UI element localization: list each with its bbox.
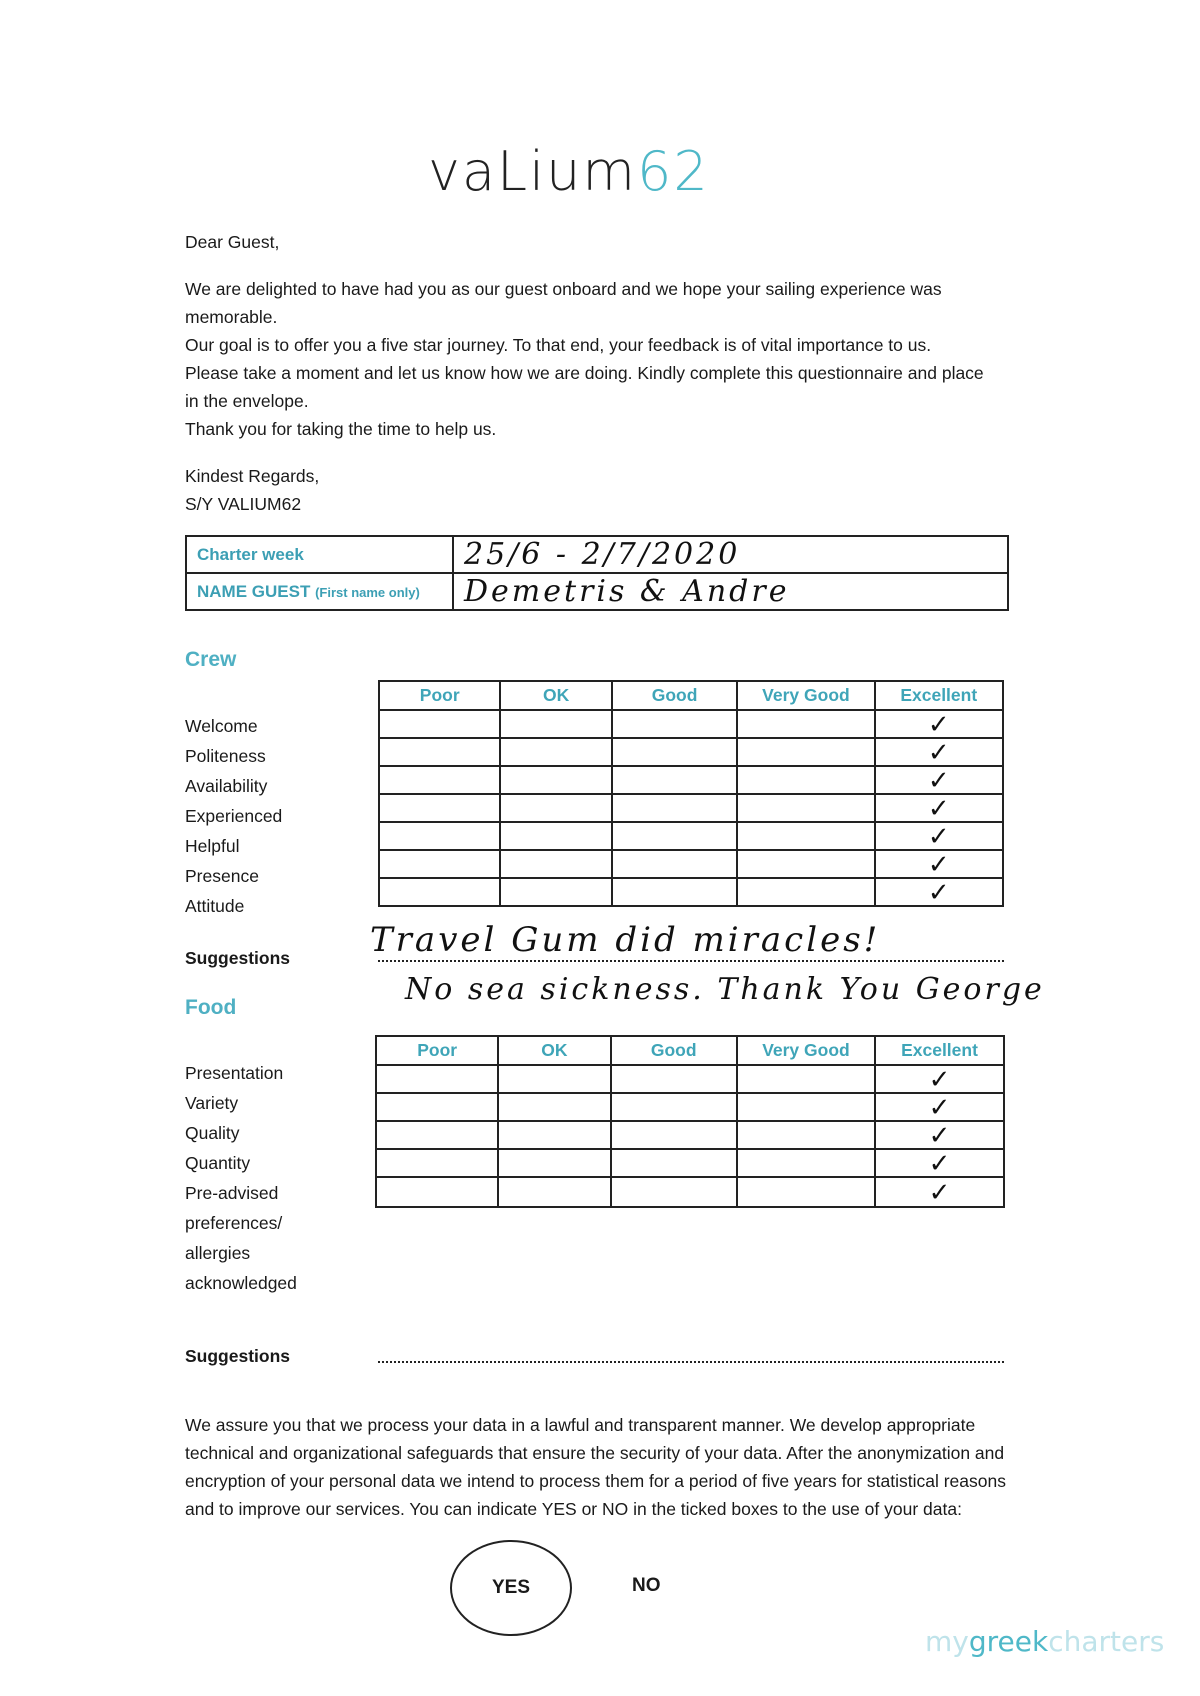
rating-checkbox-very-good[interactable] xyxy=(737,822,874,850)
rating-checkbox-excellent[interactable] xyxy=(875,794,1003,822)
rating-header-ok: OK xyxy=(498,1036,610,1065)
closing: Kindest Regards, xyxy=(185,466,320,486)
rating-checkbox-poor[interactable] xyxy=(379,766,500,794)
checkmark-icon: ✓ xyxy=(927,737,950,767)
rating-row xyxy=(376,1065,1004,1093)
rating-checkbox-very-good[interactable] xyxy=(737,1149,875,1177)
rating-row-label: Attitude xyxy=(185,896,245,916)
intro-letter xyxy=(185,228,985,518)
rating-checkbox-ok[interactable] xyxy=(498,1065,610,1093)
rating-row xyxy=(376,1177,1004,1207)
guest-name-value[interactable]: Demetris & Andre xyxy=(453,573,1008,610)
rating-checkbox-excellent[interactable] xyxy=(875,878,1003,906)
rating-row-label: Helpful xyxy=(185,836,240,856)
rating-checkbox-excellent[interactable] xyxy=(875,1065,1004,1093)
valium62-logo: vaLium62 xyxy=(428,140,710,203)
checkmark-icon: ✓ xyxy=(927,849,950,879)
rating-checkbox-good[interactable] xyxy=(612,766,738,794)
rating-checkbox-good[interactable] xyxy=(612,738,738,766)
rating-row xyxy=(379,822,1003,850)
rating-checkbox-poor[interactable] xyxy=(379,738,500,766)
rating-header-excellent: Excellent xyxy=(875,681,1003,710)
rating-checkbox-poor[interactable] xyxy=(376,1149,498,1177)
rating-checkbox-very-good[interactable] xyxy=(737,710,874,738)
checkmark-icon: ✓ xyxy=(927,877,950,907)
rating-checkbox-excellent[interactable] xyxy=(875,1093,1004,1121)
crew-rating-table xyxy=(378,680,1004,907)
rating-checkbox-very-good[interactable] xyxy=(737,738,874,766)
rating-row xyxy=(376,1121,1004,1149)
rating-row xyxy=(379,794,1003,822)
charter-week-value[interactable]: 25/6 - 2/7/2020 xyxy=(453,536,1008,573)
rating-row-label: Availability xyxy=(185,776,268,796)
rating-checkbox-very-good[interactable] xyxy=(737,1177,875,1207)
rating-checkbox-good[interactable] xyxy=(611,1177,737,1207)
rating-header-good: Good xyxy=(612,681,738,710)
checkmark-icon: ✓ xyxy=(928,1092,951,1122)
rating-checkbox-very-good[interactable] xyxy=(737,1093,875,1121)
rating-row-label: Welcome xyxy=(185,716,258,736)
rating-checkbox-ok[interactable] xyxy=(500,878,611,906)
rating-checkbox-very-good[interactable] xyxy=(737,1065,875,1093)
crew-suggestions-label: Suggestions xyxy=(185,948,291,968)
privacy-notice: We assure you that we process your data in a lawful and transparent manner. We develop appropriate technical and organizational safeguards that ensure the security of your data. After the anonymization and encryption of your personal data we intend to process them for a period of five years for statistical reasons and to improve our services. You can indicate YES or NO in the ticked boxes to the use of your data: xyxy=(185,1415,1006,1519)
rating-row xyxy=(379,738,1003,766)
rating-checkbox-excellent[interactable] xyxy=(875,710,1003,738)
rating-checkbox-poor[interactable] xyxy=(379,878,500,906)
rating-row-label: Presentation xyxy=(185,1063,284,1083)
checkmark-icon: ✓ xyxy=(927,793,950,823)
rating-row xyxy=(376,1093,1004,1121)
rating-checkbox-excellent[interactable] xyxy=(875,822,1003,850)
rating-checkbox-excellent[interactable] xyxy=(875,1121,1004,1149)
rating-checkbox-excellent[interactable] xyxy=(875,850,1003,878)
rating-row xyxy=(376,1149,1004,1177)
rating-row xyxy=(379,766,1003,794)
food-section-title: Food xyxy=(185,996,237,1019)
mygreekcharters-watermark: mygreekcharters xyxy=(925,1625,1165,1658)
rating-checkbox-poor[interactable] xyxy=(379,822,500,850)
rating-checkbox-ok[interactable] xyxy=(498,1177,610,1207)
rating-checkbox-ok[interactable] xyxy=(500,710,611,738)
guest-name-label: NAME GUEST (First name only) xyxy=(186,573,453,610)
rating-checkbox-poor[interactable] xyxy=(376,1177,498,1207)
rating-row-label: Politeness xyxy=(185,746,266,766)
rating-checkbox-poor[interactable] xyxy=(379,794,500,822)
rating-checkbox-ok[interactable] xyxy=(500,794,611,822)
rating-checkbox-good[interactable] xyxy=(611,1121,737,1149)
crew-suggestions-line[interactable] xyxy=(378,960,1004,962)
rating-checkbox-poor[interactable] xyxy=(376,1065,498,1093)
crew-suggestion-text-2: No sea sickness. Thank You George xyxy=(405,972,1045,1007)
rating-checkbox-excellent[interactable] xyxy=(875,766,1003,794)
rating-row-label: Quantity xyxy=(185,1153,251,1173)
rating-checkbox-poor[interactable] xyxy=(379,710,500,738)
rating-checkbox-ok[interactable] xyxy=(500,766,611,794)
checkmark-icon: ✓ xyxy=(927,821,950,851)
letter-paragraph-3: Thank you for taking the time to help us. xyxy=(185,419,497,439)
rating-checkbox-ok[interactable] xyxy=(498,1093,610,1121)
rating-checkbox-very-good[interactable] xyxy=(737,766,874,794)
rating-header-ok: OK xyxy=(500,681,611,710)
signature: S/Y VALIUM62 xyxy=(185,494,302,514)
rating-header-poor: Poor xyxy=(376,1036,498,1065)
rating-row xyxy=(379,878,1003,906)
food-suggestions-label: Suggestions xyxy=(185,1346,291,1366)
checkmark-icon: ✓ xyxy=(927,765,950,795)
consent-yes-option[interactable]: YES xyxy=(450,1540,572,1636)
rating-header-very-good: Very Good xyxy=(737,1036,875,1065)
rating-header-good: Good xyxy=(611,1036,737,1065)
rating-checkbox-good[interactable] xyxy=(612,710,738,738)
rating-checkbox-very-good[interactable] xyxy=(737,794,874,822)
rating-row xyxy=(379,850,1003,878)
crew-suggestion-text-1: Travel Gum did miracles! xyxy=(370,920,881,960)
letter-paragraph-1: We are delighted to have had you as our guest onboard and we hope your sailing experience was memorable. xyxy=(185,279,942,327)
rating-row-label: Quality xyxy=(185,1123,240,1143)
rating-header-excellent: Excellent xyxy=(875,1036,1004,1065)
rating-checkbox-good[interactable] xyxy=(612,822,738,850)
greeting: Dear Guest, xyxy=(185,232,280,252)
charter-info-table xyxy=(185,535,1009,611)
rating-checkbox-ok[interactable] xyxy=(498,1149,610,1177)
rating-header-poor: Poor xyxy=(379,681,500,710)
food-rating-table xyxy=(375,1035,1005,1208)
rating-checkbox-excellent[interactable] xyxy=(875,1149,1004,1177)
rating-checkbox-poor[interactable] xyxy=(379,850,500,878)
rating-checkbox-ok[interactable] xyxy=(498,1121,610,1149)
checkmark-icon: ✓ xyxy=(928,1148,951,1178)
checkmark-icon: ✓ xyxy=(928,1120,951,1150)
rating-checkbox-good[interactable] xyxy=(612,850,738,878)
letter-paragraph-2: Our goal is to offer you a five star journey. To that end, your feedback is of vital importance to us. Please take a moment and let us know how we are doing. Kindly complete this questionnaire and place in the envelope. xyxy=(185,335,984,411)
rating-checkbox-ok[interactable] xyxy=(500,738,611,766)
charter-week-label: Charter week xyxy=(186,536,453,573)
rating-checkbox-good[interactable] xyxy=(612,878,738,906)
rating-checkbox-ok[interactable] xyxy=(500,850,611,878)
rating-checkbox-good[interactable] xyxy=(611,1093,737,1121)
rating-checkbox-good[interactable] xyxy=(611,1149,737,1177)
rating-row-label: Pre-advised preferences/ allergies acknowledged xyxy=(185,1183,297,1293)
rating-checkbox-ok[interactable] xyxy=(500,822,611,850)
rating-checkbox-excellent[interactable] xyxy=(875,738,1003,766)
rating-checkbox-good[interactable] xyxy=(612,794,738,822)
rating-checkbox-very-good[interactable] xyxy=(737,850,874,878)
crew-section-title: Crew xyxy=(185,648,237,671)
rating-checkbox-good[interactable] xyxy=(611,1065,737,1093)
rating-row-label: Presence xyxy=(185,866,259,886)
rating-row-label: Experienced xyxy=(185,806,283,826)
consent-no-option[interactable]: NO xyxy=(632,1575,661,1596)
checkmark-icon: ✓ xyxy=(928,1177,951,1207)
checkmark-icon: ✓ xyxy=(928,1064,951,1094)
rating-checkbox-poor[interactable] xyxy=(376,1093,498,1121)
rating-row-label: Variety xyxy=(185,1093,239,1113)
rating-header-very-good: Very Good xyxy=(737,681,874,710)
food-suggestions-line[interactable] xyxy=(378,1361,1004,1363)
checkmark-icon: ✓ xyxy=(927,709,950,739)
rating-checkbox-very-good[interactable] xyxy=(737,1121,875,1149)
rating-checkbox-excellent[interactable] xyxy=(875,1177,1004,1207)
rating-checkbox-poor[interactable] xyxy=(376,1121,498,1149)
rating-checkbox-very-good[interactable] xyxy=(737,878,874,906)
rating-row xyxy=(379,710,1003,738)
